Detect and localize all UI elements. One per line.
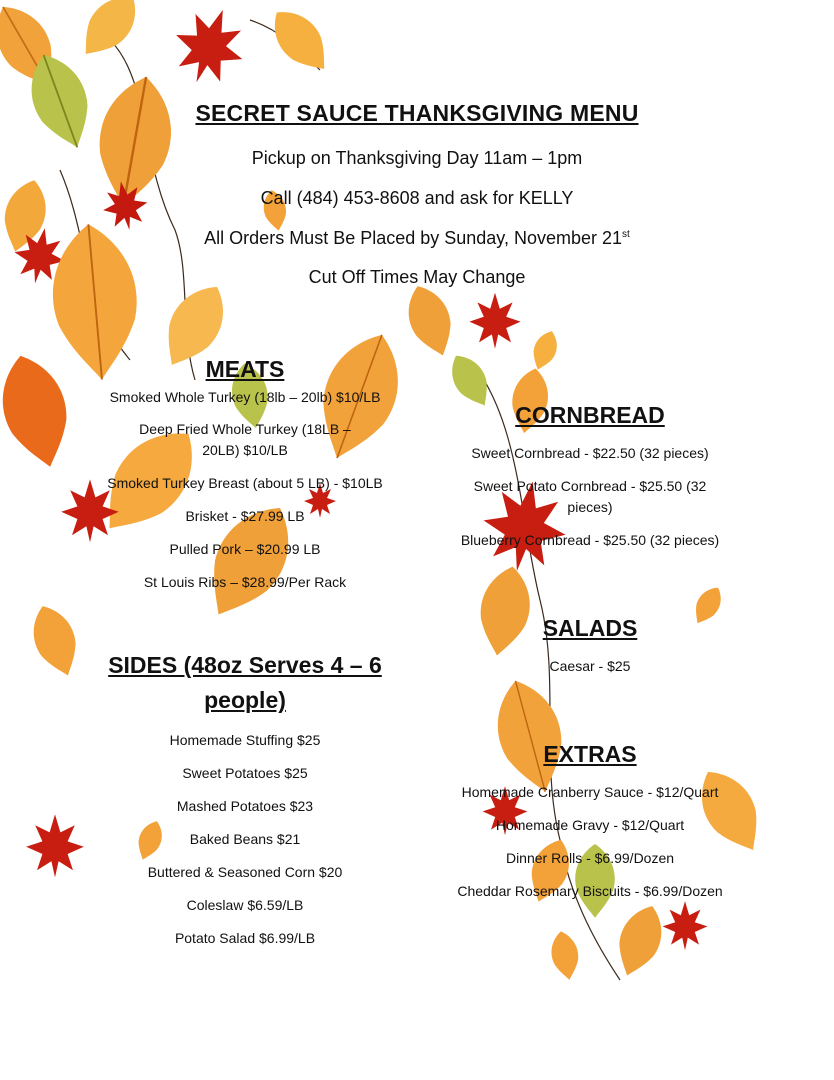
order-deadline-suffix: st: [622, 229, 630, 240]
meats-item: Pulled Pork – $20.99 LB: [169, 541, 321, 557]
sides-heading: SIDES (48oz Serves 4 – 6 people): [108, 652, 382, 713]
order-deadline: [0, 228, 834, 249]
call-info: Call (484) 453-8608 and ask for KELLY: [260, 188, 574, 208]
meats-item: Smoked Whole Turkey (18lb – 20lb) $10/LB: [109, 389, 381, 405]
sides-item: Sweet Potatoes $25: [182, 765, 308, 781]
sides-item: Homemade Stuffing $25: [169, 732, 321, 748]
meats-heading: MEATS: [205, 356, 285, 382]
page-title: SECRET SAUCE THANKSGIVING MENU: [195, 100, 639, 126]
cornbread-item: Sweet Potato Cornbread - $25.50 (32 pieces): [473, 478, 707, 515]
sides-item: Potato Salad $6.99/LB: [174, 930, 316, 946]
salads-section: [445, 611, 735, 677]
sides-item: Baked Beans $21: [189, 831, 301, 847]
meats-item: Smoked Turkey Breast (about 5 LB) - $10LB: [107, 475, 383, 491]
meats-section: [95, 352, 395, 593]
meats-item: Brisket - $27.99 LB: [185, 508, 305, 524]
meats-item: Deep Fried Whole Turkey (18LB – 20LB) $10/LB: [139, 421, 351, 458]
sides-item: Coleslaw $6.59/LB: [186, 897, 304, 913]
extras-item: Dinner Rolls - $6.99/Dozen: [505, 850, 675, 866]
salads-item: Caesar - $25: [549, 658, 631, 674]
extras-item: Homemade Gravy - $12/Quart: [495, 817, 685, 833]
extras-section: [445, 737, 735, 902]
extras-item: Cheddar Rosemary Biscuits - $6.99/Dozen: [457, 883, 723, 899]
extras-item: Homemade Cranberry Sauce - $12/Quart: [461, 784, 719, 800]
sides-item: Mashed Potatoes $23: [176, 798, 314, 814]
cutoff-note: Cut Off Times May Change: [308, 267, 526, 287]
pickup-info: Pickup on Thanksgiving Day 11am – 1pm: [251, 148, 583, 168]
sides-section: [95, 648, 395, 949]
cornbread-section: [445, 398, 735, 551]
sides-item: Buttered & Seasoned Corn $20: [147, 864, 343, 880]
cornbread-item: Sweet Cornbread - $22.50 (32 pieces): [471, 445, 709, 461]
cornbread-heading: CORNBREAD: [515, 402, 665, 428]
meats-item: St Louis Ribs – $28.99/Per Rack: [143, 574, 347, 590]
cornbread-item: Blueberry Cornbread - $25.50 (32 pieces): [460, 532, 720, 548]
extras-heading: EXTRAS: [543, 741, 637, 767]
order-deadline-text: All Orders Must Be Placed by Sunday, November 21: [204, 228, 623, 248]
salads-heading: SALADS: [542, 615, 638, 641]
